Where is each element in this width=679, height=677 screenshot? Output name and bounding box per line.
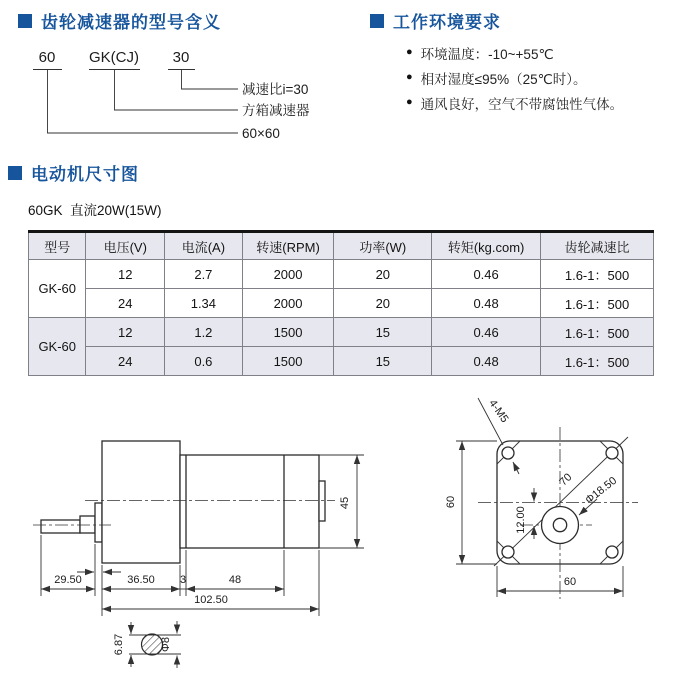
cell-torque: 0.48 xyxy=(432,289,541,318)
table-row xyxy=(29,289,654,318)
dim-motor-length: 48 xyxy=(228,574,242,586)
cell-current: 0.6 xyxy=(165,347,243,376)
output-shaft xyxy=(41,520,80,533)
bullet-icon: ● xyxy=(406,96,413,108)
table-row xyxy=(29,318,654,347)
dim-flange-height: 60 xyxy=(445,495,457,509)
cell-model: GK-60 xyxy=(29,318,86,376)
section-marker-icon xyxy=(370,14,384,28)
section-title-text: 电动机尺寸图 xyxy=(31,165,139,184)
dim-gap: 3 xyxy=(179,574,187,586)
cell-ratio: 1.6-1：500 xyxy=(541,318,654,347)
list-item xyxy=(406,40,623,65)
gearbox-body xyxy=(102,441,180,563)
dim-shaft-diameter: Φ8 xyxy=(160,637,172,652)
model-part-ratio: 30 xyxy=(172,49,190,66)
model-label-ratio: 减速比i=30 xyxy=(242,82,309,97)
shaft-hole xyxy=(553,518,566,531)
cell-voltage: 12 xyxy=(86,260,165,289)
model-part-type: GK(CJ) xyxy=(89,49,139,66)
requirement-temperature: 环境温度：-10~+55℃ xyxy=(420,46,554,62)
section-model-meaning-title xyxy=(18,8,221,33)
dim-mounting-holes: 4-M5 xyxy=(486,397,511,425)
section-environment-title xyxy=(370,8,501,33)
requirement-humidity: 相对湿度≤95%（25℃时）。 xyxy=(420,71,587,87)
col-model: 型号 xyxy=(29,232,86,260)
dim-height: 45 xyxy=(339,496,351,510)
mounting-hole xyxy=(606,447,618,459)
bullet-icon: ● xyxy=(406,71,413,83)
mounting-hole xyxy=(502,447,514,459)
model-label-size: 60×60 xyxy=(242,126,280,141)
cell-ratio: 1.6-1：500 xyxy=(541,260,654,289)
col-gear-ratio: 齿轮减速比 xyxy=(541,232,654,260)
spec-table xyxy=(28,230,654,376)
cell-ratio: 1.6-1：500 xyxy=(541,289,654,318)
table-header-row xyxy=(29,232,654,260)
section-title-text: 齿轮减速器的型号含义 xyxy=(41,13,221,32)
dim-shaft-length: 29.50 xyxy=(54,574,82,586)
side-view-drawing xyxy=(15,385,385,677)
cell-torque: 0.48 xyxy=(432,347,541,376)
rear-shaft-stub xyxy=(319,481,325,521)
shaft-section-drawing xyxy=(113,621,181,668)
dim-shaft-flat: 6.87 xyxy=(113,633,125,656)
col-power: 功率(W) xyxy=(334,232,432,260)
cell-voltage: 24 xyxy=(86,289,165,318)
cell-voltage: 12 xyxy=(86,318,165,347)
dim-total-length: 102.50 xyxy=(194,594,228,606)
motor-body xyxy=(180,455,319,548)
cell-power: 15 xyxy=(334,318,432,347)
mounting-hole xyxy=(606,546,618,558)
cell-model: GK-60 xyxy=(29,260,86,318)
cell-torque: 0.46 xyxy=(432,318,541,347)
col-speed: 转速(RPM) xyxy=(242,232,334,260)
front-view-drawing xyxy=(420,385,679,620)
col-voltage: 电压(V) xyxy=(86,232,165,260)
motor-model-subtitle: 60GK 直流20W(15W) xyxy=(28,203,162,218)
shaft-step xyxy=(80,516,95,533)
dim-hole-diagonal: 70 xyxy=(557,471,575,489)
col-current: 电流(A) xyxy=(165,232,243,260)
col-torque: 转矩(kg.com) xyxy=(432,232,541,260)
shaft-boss xyxy=(95,503,102,542)
cell-current: 2.7 xyxy=(165,260,243,289)
section-dimensions-title xyxy=(8,160,139,185)
dim-flange-width: 60 xyxy=(563,576,577,588)
cell-speed: 1500 xyxy=(242,347,334,376)
cell-speed: 2000 xyxy=(242,289,334,318)
cell-current: 1.34 xyxy=(165,289,243,318)
cell-speed: 1500 xyxy=(242,318,334,347)
dim-shaft-offset: 12.00 xyxy=(515,506,527,534)
cell-power: 20 xyxy=(334,260,432,289)
cell-current: 1.2 xyxy=(165,318,243,347)
model-label-gearbox: 方箱减速器 xyxy=(242,103,310,118)
model-part-size: 60 xyxy=(38,49,56,66)
cell-ratio: 1.6-1：500 xyxy=(541,347,654,376)
list-item xyxy=(406,90,623,115)
cell-voltage: 24 xyxy=(86,347,165,376)
cell-speed: 2000 xyxy=(242,260,334,289)
cell-torque: 0.46 xyxy=(432,260,541,289)
environment-requirements-list xyxy=(406,40,623,115)
requirement-ventilation: 通风良好，空气不带腐蚀性气体。 xyxy=(420,96,624,112)
bullet-icon: ● xyxy=(406,46,413,58)
list-item xyxy=(406,65,623,90)
section-marker-icon xyxy=(18,14,32,28)
dim-gearbox-length: 36.50 xyxy=(127,574,155,586)
cell-power: 15 xyxy=(334,347,432,376)
model-code-diagram xyxy=(20,40,360,152)
dim-boss-diameter: Φ18.50 xyxy=(583,474,620,507)
cell-power: 20 xyxy=(334,289,432,318)
section-marker-icon xyxy=(8,166,22,180)
table-row xyxy=(29,260,654,289)
table-row xyxy=(29,347,654,376)
mounting-hole xyxy=(502,546,514,558)
section-title-text: 工作环境要求 xyxy=(393,13,501,32)
